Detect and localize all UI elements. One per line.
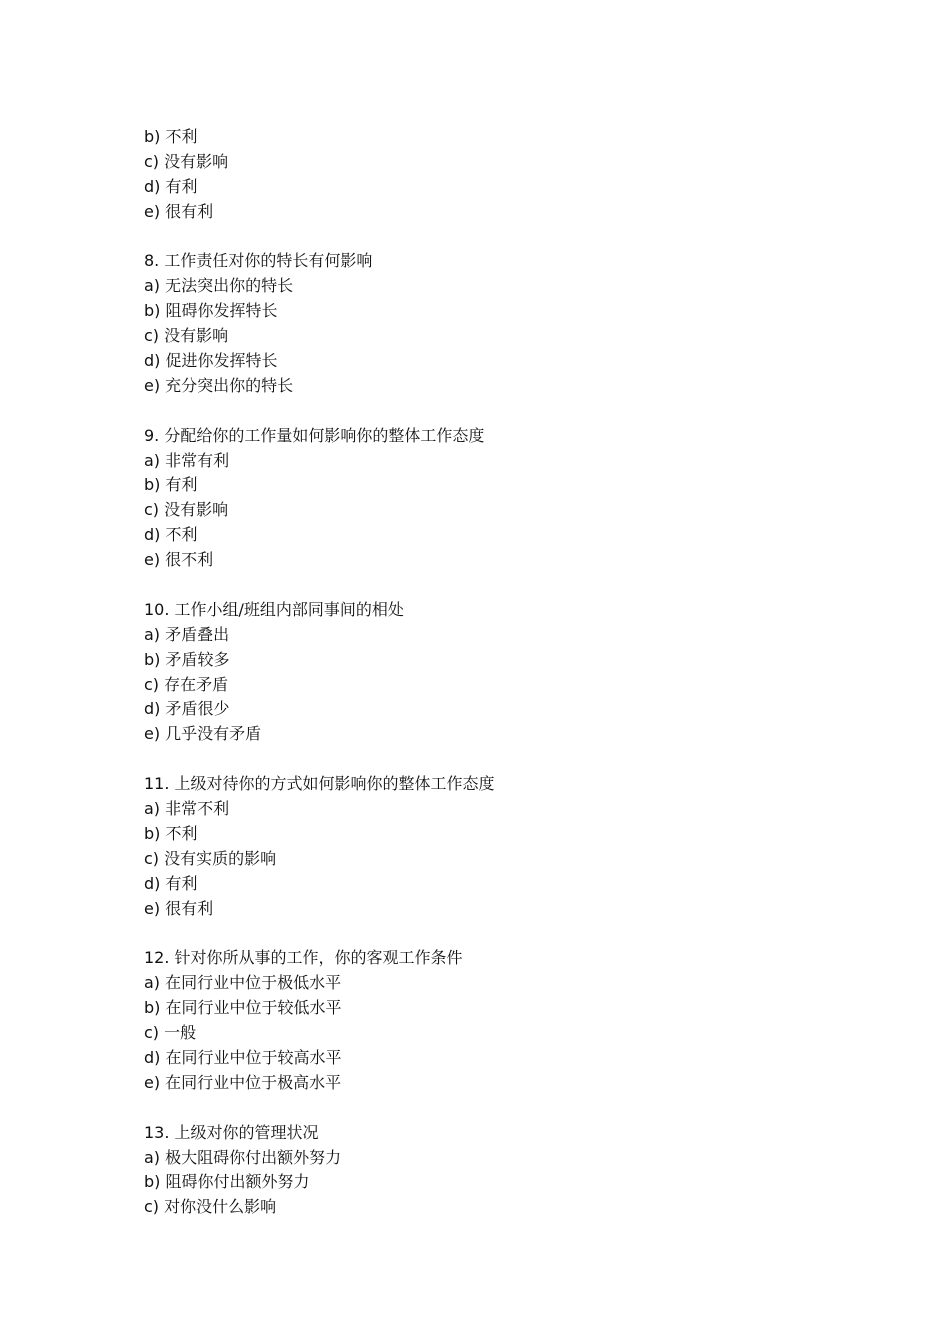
answer-option: d) 有利	[144, 176, 198, 196]
answer-option: a) 矛盾叠出	[144, 624, 230, 644]
answer-option: b) 有利	[144, 475, 198, 495]
blank-line	[144, 225, 844, 250]
question-title: 11. 上级对待你的方式如何影响你的整体工作态度	[144, 774, 495, 794]
document-body	[144, 125, 844, 1220]
answer-option: e) 很有利	[144, 201, 214, 221]
answer-option: d) 在同行业中位于较高水平	[144, 1047, 342, 1067]
blank-line	[144, 922, 844, 947]
answer-option: b) 在同行业中位于较低水平	[144, 998, 342, 1018]
answer-option: d) 矛盾很少	[144, 699, 230, 719]
answer-option: b) 不利	[144, 127, 198, 146]
answer-option: c) 没有影响	[144, 151, 229, 171]
question-title: 10. 工作小组/班组内部同事间的相处	[144, 599, 404, 619]
answer-option: c) 对你没什么影响	[144, 1197, 277, 1217]
answer-option: b) 阻碍你发挥特长	[144, 301, 278, 321]
blank-line	[144, 1096, 844, 1121]
answer-option: a) 极大阻碍你付出额外努力	[144, 1147, 342, 1167]
blank-line	[144, 573, 844, 598]
answer-option: d) 有利	[144, 873, 198, 893]
answer-option: c) 存在矛盾	[144, 674, 229, 694]
answer-option: e) 在同行业中位于极高水平	[144, 1072, 342, 1092]
answer-option: c) 没有影响	[144, 500, 229, 520]
answer-option: b) 阻碍你付出额外努力	[144, 1172, 310, 1192]
answer-option: c) 没有影响	[144, 326, 229, 346]
answer-option: e) 很不利	[144, 550, 214, 570]
answer-option: a) 非常有利	[144, 450, 230, 470]
question-title: 13. 上级对你的管理状况	[144, 1122, 319, 1142]
question-title: 12. 针对你所从事的工作，你的客观工作条件	[144, 948, 463, 968]
answer-option: c) 一般	[144, 1023, 197, 1043]
answer-option: e) 几乎没有矛盾	[144, 724, 262, 744]
blank-line	[144, 399, 844, 424]
answer-option: a) 非常不利	[144, 799, 230, 819]
answer-option: a) 无法突出你的特长	[144, 276, 294, 296]
answer-option: d) 不利	[144, 525, 198, 545]
answer-option: a) 在同行业中位于极低水平	[144, 973, 342, 993]
question-title: 9. 分配给你的工作量如何影响你的整体工作态度	[144, 425, 485, 445]
blank-line	[144, 747, 844, 772]
answer-option: e) 很有利	[144, 898, 214, 918]
answer-option: b) 矛盾较多	[144, 649, 230, 669]
answer-option: e) 充分突出你的特长	[144, 375, 294, 395]
answer-option: b) 不利	[144, 823, 198, 843]
answer-option: d) 促进你发挥特长	[144, 351, 278, 371]
answer-option: c) 没有实质的影响	[144, 848, 277, 868]
question-title: 8. 工作责任对你的特长有何影响	[144, 251, 373, 271]
